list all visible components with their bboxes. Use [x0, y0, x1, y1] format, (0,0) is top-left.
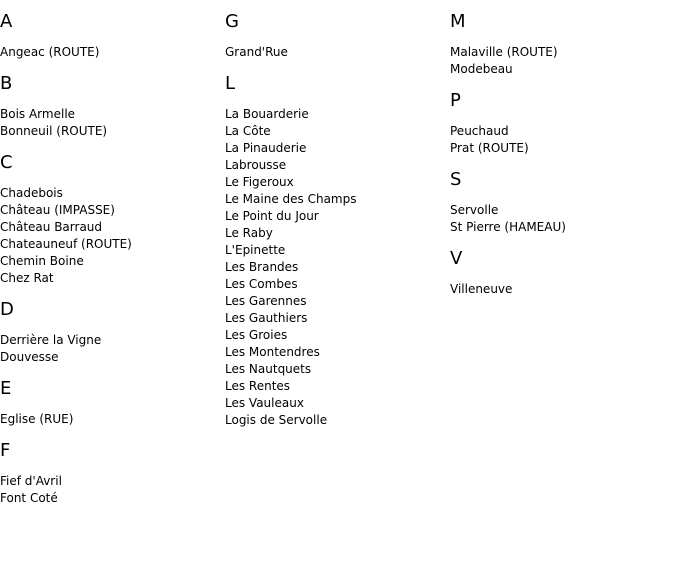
street-name: La Côte [225, 124, 271, 138]
street-link[interactable] [225, 191, 445, 208]
street-name: Fief d'Avril [0, 474, 62, 488]
street-link[interactable] [0, 185, 220, 202]
letter-group [450, 168, 670, 236]
street-name: Les Garennes [225, 294, 307, 308]
street-link[interactable] [0, 270, 220, 287]
street-name: Chateauneuf (ROUTE) [0, 237, 132, 251]
street-list [450, 281, 670, 298]
street-link[interactable] [0, 349, 220, 366]
street-name: Les Combes [225, 277, 298, 291]
letter-heading: G [225, 11, 239, 32]
street-link[interactable] [225, 293, 445, 310]
street-link[interactable] [225, 378, 445, 395]
street-link[interactable] [0, 106, 220, 123]
street-link[interactable] [225, 174, 445, 191]
street-link[interactable] [225, 123, 445, 140]
street-name: Logis de Servolle [225, 413, 328, 427]
letter-group [0, 439, 220, 507]
street-list [450, 123, 670, 157]
letter-group [450, 89, 670, 157]
street-list [450, 44, 670, 78]
street-link[interactable] [225, 361, 445, 378]
letter-heading: V [450, 248, 463, 269]
street-name: Modebeau [450, 62, 513, 76]
street-link[interactable] [0, 44, 220, 61]
letter-heading: C [0, 152, 13, 173]
street-name: Chadebois [0, 186, 63, 200]
street-name: Les Brandes [225, 260, 299, 274]
street-name: Malaville (ROUTE) [450, 45, 558, 59]
letter-heading: D [0, 299, 14, 320]
street-name: Le Maine des Champs [225, 192, 357, 206]
street-link[interactable] [450, 140, 670, 157]
street-link[interactable] [0, 219, 220, 236]
street-list [0, 106, 220, 140]
letter-group [225, 72, 445, 429]
street-list [0, 185, 220, 287]
street-link[interactable] [225, 140, 445, 157]
letter-group [0, 10, 220, 61]
letter-group [0, 298, 220, 366]
street-name: La Bouarderie [225, 107, 309, 121]
index-column-2 [225, 10, 445, 440]
letter-group [0, 151, 220, 287]
street-name: Chez Rat [0, 271, 54, 285]
street-link[interactable] [450, 219, 670, 236]
street-name: La Pinauderie [225, 141, 307, 155]
street-link[interactable] [450, 123, 670, 140]
street-name: Labrousse [225, 158, 287, 172]
street-name: Angeac (ROUTE) [0, 45, 100, 59]
street-name: Prat (ROUTE) [450, 141, 529, 155]
letter-heading: M [450, 11, 466, 32]
street-link[interactable] [450, 44, 670, 61]
street-list [225, 106, 445, 429]
letter-heading: B [0, 73, 13, 94]
street-name: Les Nautquets [225, 362, 312, 376]
index-column-1 [0, 10, 220, 518]
street-name: Peuchaud [450, 124, 509, 138]
letter-heading: F [0, 440, 11, 461]
street-list [0, 44, 220, 61]
street-link[interactable] [225, 327, 445, 344]
letter-group [450, 247, 670, 298]
letter-group [0, 72, 220, 140]
street-link[interactable] [225, 310, 445, 327]
letter-heading: P [450, 90, 461, 111]
street-name: Servolle [450, 203, 499, 217]
street-name: Les Groies [225, 328, 288, 342]
street-link[interactable] [225, 44, 445, 61]
street-link[interactable] [450, 61, 670, 78]
street-name: L'Epinette [225, 243, 286, 257]
street-link[interactable] [0, 490, 220, 507]
street-name: Château (IMPASSE) [0, 203, 115, 217]
street-link[interactable] [0, 332, 220, 349]
street-name: Chemin Boine [0, 254, 84, 268]
street-name: Les Vauleaux [225, 396, 304, 410]
street-name: Les Rentes [225, 379, 291, 393]
street-link[interactable] [0, 236, 220, 253]
street-list [0, 411, 220, 428]
street-link[interactable] [0, 253, 220, 270]
letter-heading: S [450, 169, 462, 190]
street-list [450, 202, 670, 236]
street-link[interactable] [225, 412, 445, 429]
street-name: Les Gauthiers [225, 311, 308, 325]
street-link[interactable] [225, 276, 445, 293]
letter-heading: E [0, 378, 12, 399]
street-link[interactable] [0, 202, 220, 219]
street-link[interactable] [0, 411, 220, 428]
street-name: Le Figeroux [225, 175, 294, 189]
street-link[interactable] [225, 242, 445, 259]
street-name: Douvesse [0, 350, 59, 364]
street-name: Derrière la Vigne [0, 333, 102, 347]
street-link[interactable] [225, 106, 445, 123]
street-link[interactable] [225, 157, 445, 174]
letter-group [0, 377, 220, 428]
street-link[interactable] [0, 123, 220, 140]
street-link[interactable] [225, 225, 445, 242]
street-link[interactable] [225, 208, 445, 225]
street-name: Grand'Rue [225, 45, 288, 59]
street-name: Les Montendres [225, 345, 320, 359]
index-column-3 [450, 10, 670, 309]
street-name: Eglise (RUE) [0, 412, 74, 426]
street-link[interactable] [225, 344, 445, 361]
street-name: Bois Armelle [0, 107, 76, 121]
street-link[interactable] [450, 202, 670, 219]
street-name: Bonneuil (ROUTE) [0, 124, 108, 138]
street-link[interactable] [225, 259, 445, 276]
street-list [225, 44, 445, 61]
letter-group [450, 10, 670, 78]
street-list [0, 473, 220, 507]
letter-heading: A [0, 11, 13, 32]
street-link[interactable] [450, 281, 670, 298]
street-list [0, 332, 220, 366]
street-name: Château Barraud [0, 220, 103, 234]
street-name: Font Coté [0, 491, 58, 505]
street-name: St Pierre (HAMEAU) [450, 220, 566, 234]
street-name: Villeneuve [450, 282, 513, 296]
letter-heading: L [225, 73, 236, 94]
street-name: Le Point du Jour [225, 209, 319, 223]
street-link[interactable] [0, 473, 220, 490]
letter-group [225, 10, 445, 61]
street-link[interactable] [225, 395, 445, 412]
street-name: Le Raby [225, 226, 273, 240]
